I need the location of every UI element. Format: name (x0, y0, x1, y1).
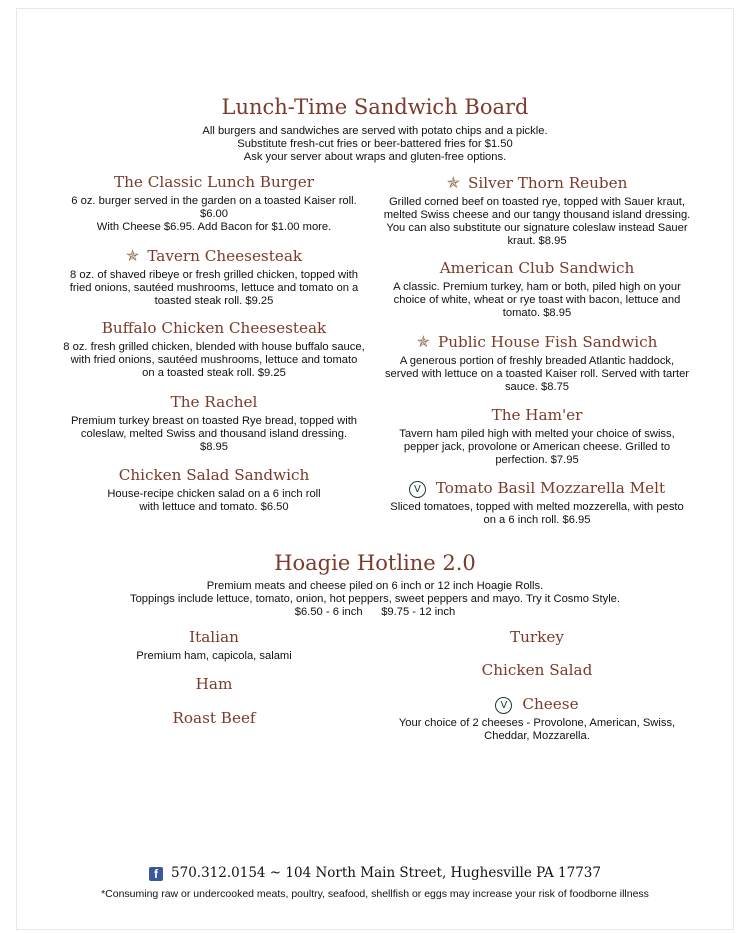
hoagie-line: Premium meats and cheese piled on 6 inch or 12 inch Hoagie Rolls. (206, 580, 544, 592)
star-icon: ✯ (446, 173, 460, 192)
item-name: Ham (195, 675, 233, 693)
item-name: The Rachel (170, 393, 258, 411)
item-name: Cheese (522, 695, 579, 713)
menu-title: Lunch-Time Sandwich Board (221, 95, 529, 119)
item-name: Tomato Basil Mozzarella Melt (435, 479, 666, 497)
menu-item-tomato-basil-mozzarella-melt (383, 479, 691, 527)
item-name-row (383, 479, 691, 498)
hoagie-item-ham (63, 675, 365, 694)
item-name: Tavern Cheesesteak (147, 247, 303, 265)
hoagie-intro (17, 580, 733, 619)
hoagie-item-chicken-salad (383, 661, 691, 680)
menu-intro (17, 125, 733, 164)
hoagie-item-roast-beef (63, 709, 365, 728)
hoagie-item-cheese (383, 695, 691, 743)
item-name: Silver Thorn Reuben (468, 174, 628, 192)
item-desc: A generous portion of freshly breaded Atlantic haddock, served with lettuce on a toasted Kaiser roll. Served with tarter sauce. $8.75 (384, 355, 690, 393)
item-name: The Ham'er (491, 406, 583, 424)
menu-item-silver-thorn-reuben (383, 173, 691, 248)
menu-item-tavern-cheesesteak (63, 246, 365, 308)
item-name: Turkey (510, 628, 564, 646)
menu-item-the-rachel (63, 393, 365, 454)
item-name: Public House Fish Sandwich (437, 333, 658, 351)
item-desc: Tavern ham piled high with melted your choice of swiss, pepper jack, provolone or American cheese. Grilled to perfection. $7.95 (399, 428, 675, 466)
contact-line (17, 865, 733, 881)
menu-item-american-club-sandwich (383, 259, 691, 320)
item-desc: Premium ham, capicola, salami (136, 650, 292, 662)
item-name: Chicken Salad (481, 661, 593, 679)
item-name-row (383, 173, 691, 193)
item-name: Chicken Salad Sandwich (118, 466, 310, 484)
item-desc: House-recipe chicken salad on a 6 inch roll with lettuce and tomato. $6.50 (107, 488, 321, 513)
menu-page (16, 8, 734, 930)
hoagie-item-turkey (383, 628, 691, 647)
item-desc (63, 195, 365, 234)
item-desc: Premium turkey breast on toasted Rye bread, topped with coleslaw, melted Swiss and thousand island dressing. $8.95 (70, 415, 358, 453)
item-name: The Classic Lunch Burger (114, 173, 314, 191)
star-icon: ✯ (416, 332, 430, 351)
item-desc: 8 oz. fresh grilled chicken, blended with house buffalo sauce, with fried onions, sautéed mushrooms, lettuce and tomato on a toasted steak roll. $9.25 (63, 341, 365, 379)
vegetarian-icon: V (495, 697, 512, 714)
menu-item-public-house-fish-sandwich (383, 332, 691, 394)
vegetarian-icon: V (409, 481, 426, 498)
item-desc: A classic. Premium turkey, ham or both, piled high on your choice of white, wheat or rye toast with bacon, lettuce and tomato. $8.95 (393, 281, 681, 319)
item-desc: Grilled corned beef on toasted rye, topped with Sauer kraut, melted Swiss cheese and our tangy thousand island dressing. You can also substitute our signature coleslaw instead Sauer kraut. $8.95 (383, 196, 691, 247)
menu-item-buffalo-chicken-cheesesteak (63, 319, 365, 380)
item-name-row (383, 695, 691, 714)
item-name: Buffalo Chicken Cheesesteak (101, 319, 327, 337)
item-desc: 8 oz. of shaved ribeye or fresh grilled chicken, topped with fried onions, sautéed mushrooms, lettuce and tomato on a toasted steak roll. $9.25 (69, 269, 359, 307)
menu-item-chicken-salad-sandwich (63, 466, 365, 514)
item-name-row (383, 332, 691, 352)
facebook-icon[interactable]: f (149, 867, 163, 881)
item-name: Italian (189, 628, 239, 646)
intro-line: All burgers and sandwiches are served with potato chips and a pickle. (202, 125, 548, 137)
hoagie-item-italian (63, 628, 365, 663)
intro-line: Ask your server about wraps and gluten-free options. (243, 151, 507, 163)
hoagie-price-line: $6.50 - 6 inch $9.75 - 12 inch (294, 606, 456, 618)
menu-item-classic-lunch-burger (63, 173, 365, 234)
menu-item-the-hamer (383, 406, 691, 467)
foodborne-disclaimer: *Consuming raw or undercooked meats, poultry, seafood, shellfish or eggs may increase your risk of foodborne illness (101, 888, 649, 900)
intro-line: Substitute fresh-cut fries or beer-battered fries for $1.50 (237, 138, 513, 150)
desc-line: 6 oz. burger served in the garden on a toasted Kaiser roll. $6.00 With Cheese $6.95. Add Bacon for $1.00 more. (71, 195, 357, 233)
item-desc: Sliced tomatoes, topped with melted mozzerella, with pesto on a 6 inch roll. $6.95 (390, 501, 684, 526)
item-desc: Your choice of 2 cheeses - Provolone, American, Swiss, Cheddar, Mozzarella. (398, 717, 676, 742)
star-icon: ✯ (125, 246, 140, 265)
item-name: American Club Sandwich (439, 259, 635, 277)
hoagie-title: Hoagie Hotline 2.0 (274, 551, 476, 575)
hoagie-line: Toppings include lettuce, tomato, onion, hot peppers, sweet peppers and mayo. Try it Cosmo Style. (129, 593, 621, 605)
item-name-row (63, 246, 365, 266)
item-name: Roast Beef (172, 709, 256, 727)
contact-info: 570.312.0154 ~ 104 North Main Street, Hughesville PA 17737 (171, 865, 601, 881)
